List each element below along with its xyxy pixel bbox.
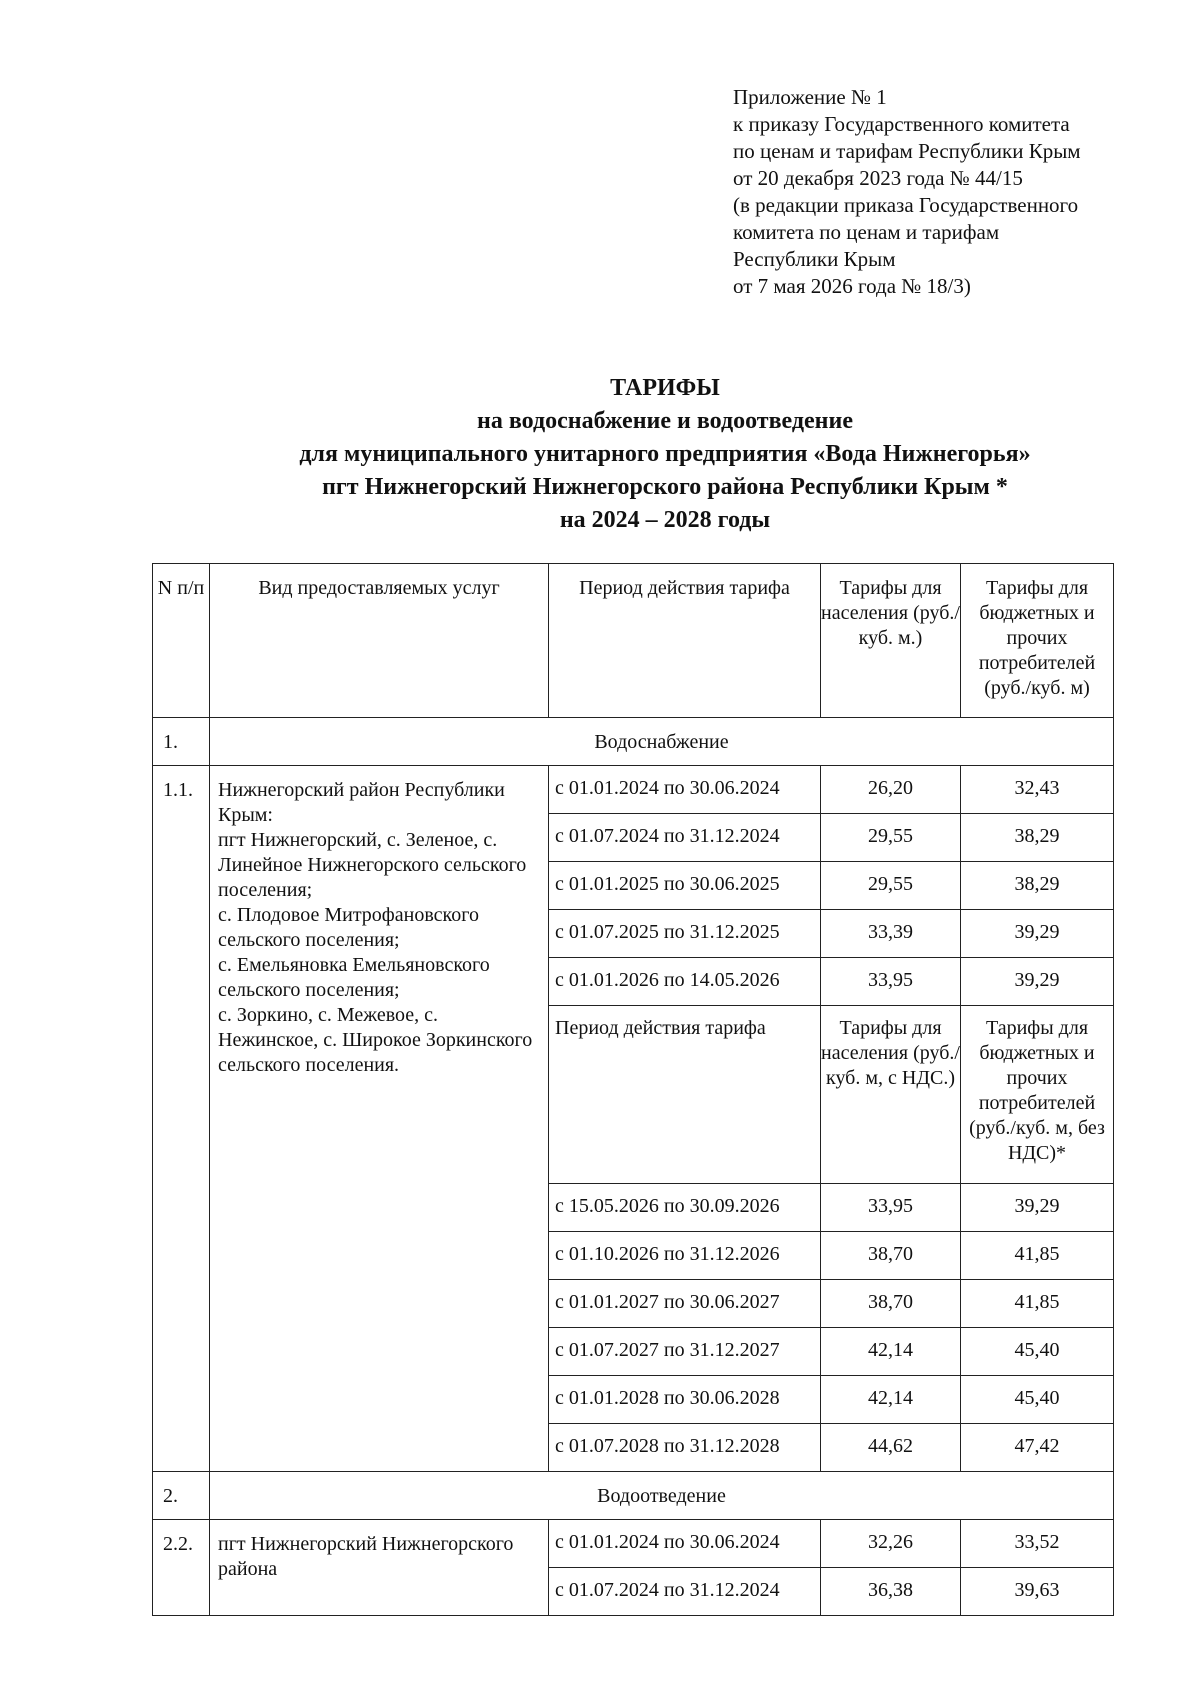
budget-tariff: 41,85	[961, 1232, 1114, 1280]
tariff-table	[152, 563, 1114, 1616]
period-cell: с 15.05.2026 по 30.09.2026	[549, 1184, 821, 1232]
appendix-line: от 20 декабря 2023 года № 44/15	[733, 166, 1023, 190]
population-tariff: 42,14	[821, 1328, 961, 1376]
subheader-period: Период действия тарифа	[549, 1006, 821, 1184]
period-cell: с 01.07.2028 по 31.12.2028	[549, 1424, 821, 1472]
period-cell: с 01.01.2025 по 30.06.2025	[549, 862, 821, 910]
section-row	[153, 718, 1114, 766]
budget-tariff: 38,29	[961, 814, 1114, 862]
population-tariff: 33,39	[821, 910, 961, 958]
population-tariff: 29,55	[821, 814, 961, 862]
period-cell: с 01.07.2025 по 31.12.2025	[549, 910, 821, 958]
table-row	[153, 766, 1114, 814]
period-cell: с 01.07.2024 по 31.12.2024	[549, 814, 821, 862]
period-cell: с 01.07.2027 по 31.12.2027	[549, 1328, 821, 1376]
appendix-line: по ценам и тарифам Республики Крым	[733, 139, 1081, 163]
subheader-budget: Тарифы для бюджетных и прочих потребителей (руб./куб. м, без НДС)*	[961, 1006, 1114, 1184]
population-tariff: 26,20	[821, 766, 961, 814]
period-cell: с 01.01.2027 по 30.06.2027	[549, 1280, 821, 1328]
item-description: Нижнегорский район Республики Крым: пгт Нижнегорский, с. Зеленое, с. Линейное Нижнегорского сельского поселения; с. Плодовое Митрофановского сельского поселения; с. Емельяновка Емельяновского сельского поселения; с. Зоркино, с. Межевое, с. Нежинское, с. Широкое Зоркинского сельского поселения.	[210, 766, 549, 1472]
period-cell: с 01.01.2024 по 30.06.2024	[549, 766, 821, 814]
section-num: 1.	[153, 718, 210, 766]
budget-tariff: 38,29	[961, 862, 1114, 910]
population-tariff: 32,26	[821, 1520, 961, 1568]
item-description: пгт Нижнегорский Нижнегорского района	[210, 1520, 549, 1616]
appendix-line: Приложение № 1	[733, 85, 887, 109]
title-line: для муниципального унитарного предприятия «Вода Нижнегорья»	[299, 441, 1031, 467]
appendix-line: от 7 мая 2026 года № 18/3)	[733, 274, 971, 298]
population-tariff: 38,70	[821, 1232, 961, 1280]
budget-tariff: 45,40	[961, 1376, 1114, 1424]
population-tariff: 36,38	[821, 1568, 961, 1616]
appendix-line: к приказу Государственного комитета	[733, 112, 1070, 136]
budget-tariff: 45,40	[961, 1328, 1114, 1376]
header-period: Период действия тарифа	[549, 564, 821, 718]
subheader-population: Тарифы для населения (руб./куб. м, с НДС.)	[821, 1006, 961, 1184]
appendix-line: (в редакции приказа Государственного	[733, 193, 1079, 217]
budget-tariff: 32,43	[961, 766, 1114, 814]
title-line: на 2024 – 2028 годы	[559, 507, 771, 533]
title-line: ТАРИФЫ	[610, 375, 720, 401]
document-title	[0, 372, 1200, 537]
population-tariff: 44,62	[821, 1424, 961, 1472]
budget-tariff: 39,63	[961, 1568, 1114, 1616]
title-line: пгт Нижнегорский Нижнегорского района Республики Крым *	[322, 474, 1008, 500]
header-budget: Тарифы для бюджетных и прочих потребителей (руб./куб. м)	[961, 564, 1114, 718]
budget-tariff: 41,85	[961, 1280, 1114, 1328]
header-num: N п/п	[153, 564, 210, 718]
header-population: Тарифы для населения (руб./куб. м.)	[821, 564, 961, 718]
table-header-row	[153, 564, 1114, 718]
period-cell: с 01.01.2028 по 30.06.2028	[549, 1376, 821, 1424]
population-tariff: 33,95	[821, 958, 961, 1006]
period-cell: с 01.10.2026 по 31.12.2026	[549, 1232, 821, 1280]
budget-tariff: 39,29	[961, 1184, 1114, 1232]
budget-tariff: 39,29	[961, 958, 1114, 1006]
appendix-block	[733, 84, 1081, 300]
appendix-line: Республики Крым	[733, 247, 896, 271]
period-cell: с 01.07.2024 по 31.12.2024	[549, 1568, 821, 1616]
title-line: на водоснабжение и водоотведение	[477, 408, 853, 434]
budget-tariff: 47,42	[961, 1424, 1114, 1472]
budget-tariff: 33,52	[961, 1520, 1114, 1568]
period-cell: с 01.01.2026 по 14.05.2026	[549, 958, 821, 1006]
population-tariff: 42,14	[821, 1376, 961, 1424]
population-tariff: 29,55	[821, 862, 961, 910]
section-title: Водоснабжение	[210, 718, 1114, 766]
item-num: 1.1.	[153, 766, 210, 1472]
header-service: Вид предоставляемых услуг	[210, 564, 549, 718]
population-tariff: 33,95	[821, 1184, 961, 1232]
appendix-line: комитета по ценам и тарифам	[733, 220, 1000, 244]
budget-tariff: 39,29	[961, 910, 1114, 958]
section-num: 2.	[153, 1472, 210, 1520]
item-num: 2.2.	[153, 1520, 210, 1616]
section-row	[153, 1472, 1114, 1520]
table-row	[153, 1520, 1114, 1568]
population-tariff: 38,70	[821, 1280, 961, 1328]
period-cell: с 01.01.2024 по 30.06.2024	[549, 1520, 821, 1568]
section-title: Водоотведение	[210, 1472, 1114, 1520]
